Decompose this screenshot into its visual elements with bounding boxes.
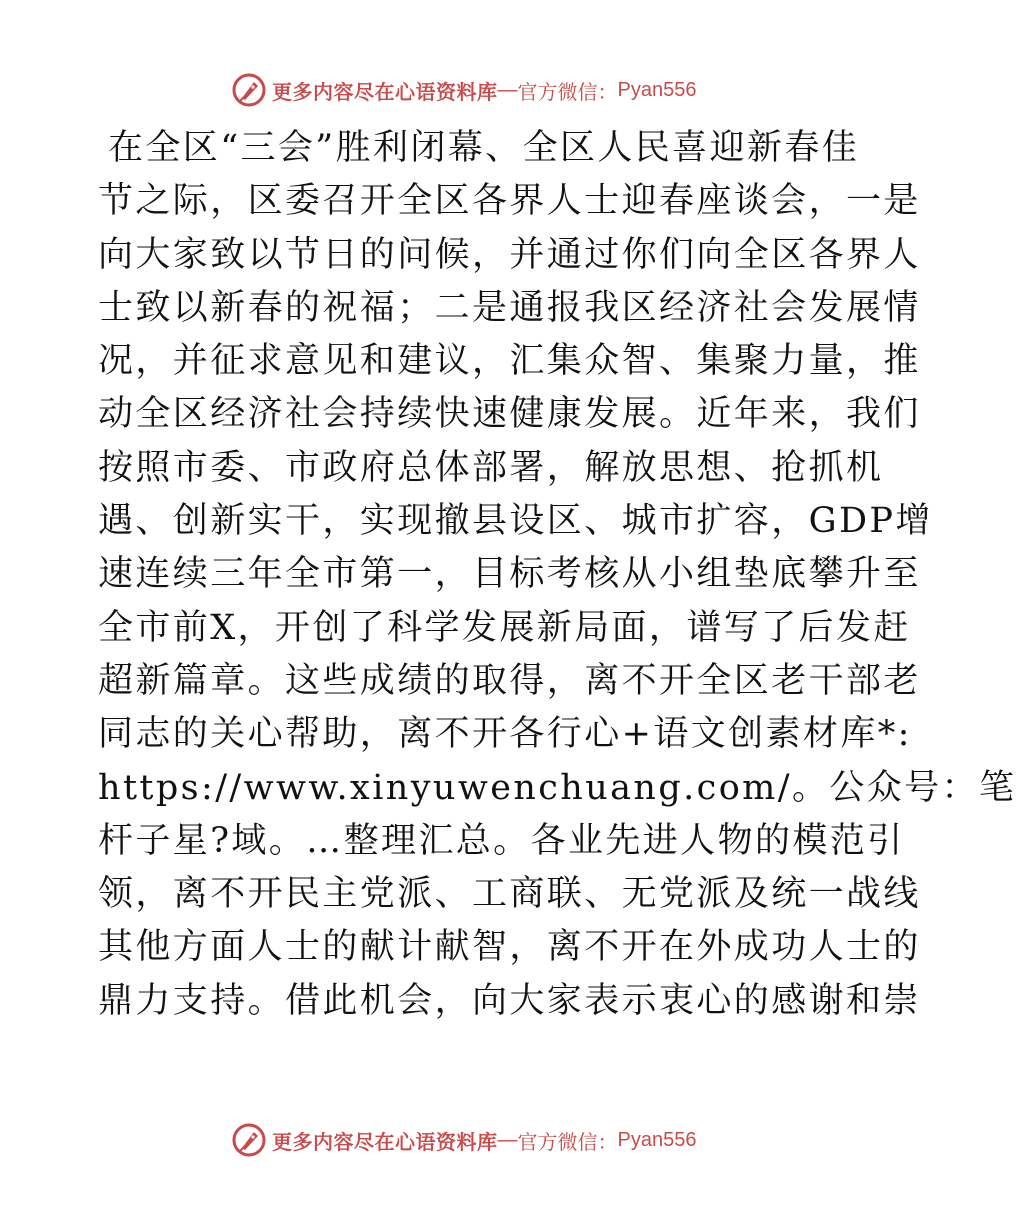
banner-wechat-label: 官方微信： (517, 1131, 618, 1154)
banner-title: 更多内容尽在心语资料库 (272, 81, 498, 104)
banner-wechat-id: Pyan556 (617, 1128, 697, 1151)
text-line: https://www.xinyuwenchuang.com/。公众号：笔 (98, 767, 1016, 808)
header-banner (232, 70, 752, 110)
text-line: 其他方面人士的献计献智，离不开在外成功人士的 (98, 927, 921, 968)
text-line: 节之际，区委召开全区各界人士迎春座谈会，一是 (98, 181, 921, 222)
text-line: 领，离不开民主党派、工商联、无党派及统一战线 (98, 874, 921, 915)
pen-nib-logo-icon (232, 73, 266, 107)
banner-wechat-id: Pyan556 (617, 78, 697, 101)
text-line: 遇、创新实干，实现撤县设区、城市扩容，GDP增 (98, 501, 933, 542)
text-line: 超新篇章。这些成绩的取得，离不开全区老干部老 (98, 660, 921, 701)
text-line: 按照市委、市政府总体部署，解放思想、抢抓机 (98, 447, 884, 488)
text-line: 同志的关心帮助，离不开各行心+语文创素材库*: (98, 714, 912, 755)
text-line: 速连续三年全市第一，目标考核从小组垫底攀升至 (98, 554, 921, 595)
footer-banner (232, 1120, 752, 1160)
text-line: 动全区经济社会持续快速健康发展。近年来，我们 (98, 394, 921, 435)
banner-title: 更多内容尽在心语资料库 (272, 1131, 498, 1154)
text-line: 向大家致以节日的问候，并通过你们向全区各界人 (98, 234, 921, 275)
text-line: 全市前X，开创了科学发展新局面，谱写了后发赶 (98, 607, 911, 648)
banner-separator: — (497, 78, 518, 101)
text-line: 在全区“三会”胜利闭幕、全区人民喜迎新春佳 (108, 128, 860, 168)
text-line: 士致以新春的祝福；二是通报我区经济社会发展情 (98, 287, 921, 328)
text-line: 杆子星?域。…整理汇总。各业先进人物的模范引 (98, 820, 905, 861)
pen-nib-logo-icon (232, 1123, 266, 1157)
banner-wechat-label: 官方微信： (517, 81, 618, 104)
body-paragraph (98, 122, 1016, 1028)
text-line: 鼎力支持。借此机会，向大家表示衷心的感谢和崇 (98, 980, 921, 1021)
text-line: 况，并征求意见和建议，汇集众智、集聚力量，推 (98, 341, 921, 382)
banner-separator: — (497, 1128, 518, 1151)
